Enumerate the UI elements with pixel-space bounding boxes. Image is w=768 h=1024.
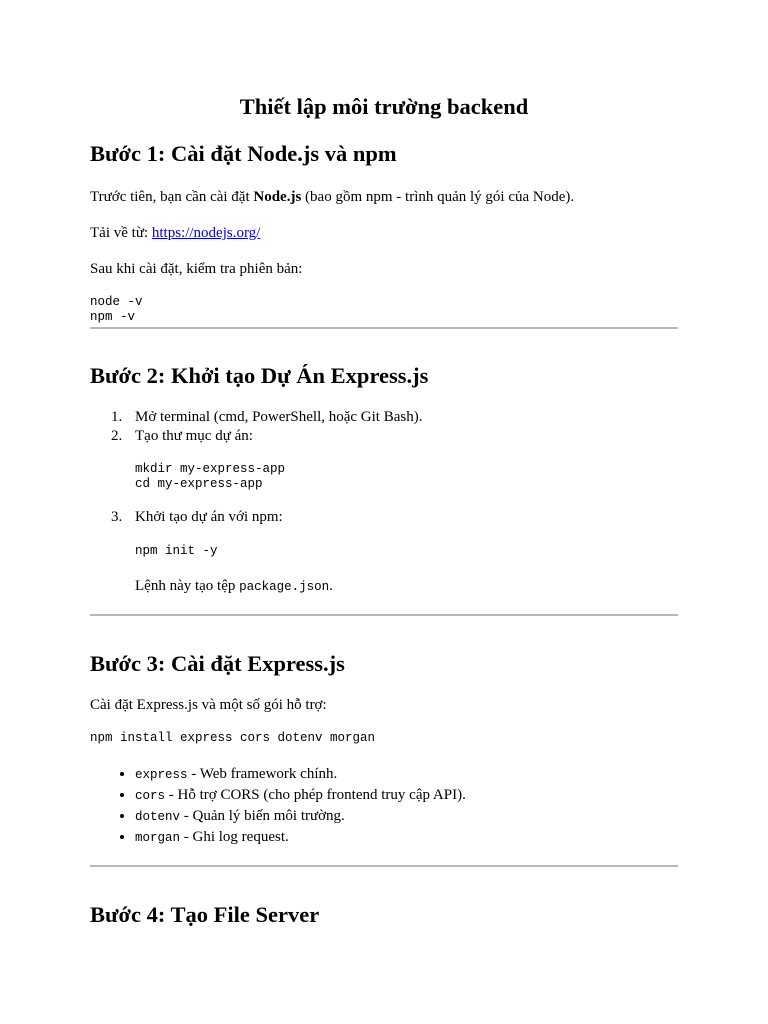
page-title: Thiết lập môi trường backend	[239, 94, 529, 119]
package-json-code: package.json	[239, 580, 330, 594]
step1-intro-after: (bao gồm npm - trình quản lý gói của Node).	[301, 189, 575, 205]
mkdir-code-block: mkdir my-express-app cd my-express-app	[135, 462, 286, 491]
list-item	[111, 508, 678, 597]
step1-intro-before: Trước tiên, bạn cần cài đặt	[90, 189, 254, 205]
note-period: .	[329, 578, 333, 594]
list-item-text: Khởi tạo dự án với npm:	[135, 509, 283, 525]
step3-intro: Cài đặt Express.js và một số gói hỗ trợ:	[90, 697, 327, 713]
package-desc: - Hỗ trợ CORS (cho phép frontend truy cập API).	[165, 787, 466, 803]
list-item	[135, 806, 678, 827]
nodejs-link[interactable]: https://nodejs.org/	[151, 225, 261, 241]
package-list	[90, 764, 678, 848]
list-item-text: Mở terminal (cmd, PowerShell, hoặc Git Bash).	[135, 409, 423, 425]
divider	[90, 614, 678, 616]
divider	[90, 865, 678, 867]
version-code-block: node -v npm -v	[90, 295, 143, 324]
download-label: Tải về từ:	[90, 225, 152, 241]
list-number: 2.	[111, 428, 123, 444]
package-name: cors	[135, 789, 166, 803]
list-item	[135, 764, 678, 785]
list-item	[135, 785, 678, 806]
step2-heading: Bước 2: Khởi tạo Dự Án Express.js	[90, 363, 429, 388]
list-item	[111, 427, 678, 492]
package-json-note	[135, 576, 678, 597]
package-name: dotenv	[135, 810, 181, 824]
note-text: Lệnh này tạo tệp	[135, 578, 240, 594]
package-desc: - Quản lý biến môi trường.	[180, 808, 345, 824]
divider	[90, 327, 678, 329]
npm-install-code-block: npm install express cors dotenv morgan	[90, 731, 376, 745]
package-name: express	[135, 768, 188, 782]
list-number: 1.	[111, 409, 123, 425]
step1-heading: Bước 1: Cài đặt Node.js và npm	[90, 141, 397, 166]
check-version-text: Sau khi cài đặt, kiểm tra phiên bản:	[90, 261, 303, 277]
step4-heading: Bước 4: Tạo File Server	[90, 902, 320, 927]
package-name: morgan	[135, 831, 181, 845]
package-desc: - Web framework chính.	[187, 766, 338, 782]
npm-init-code-block: npm init -y	[135, 544, 218, 558]
document-body	[90, 92, 678, 930]
step3-heading: Bước 3: Cài đặt Express.js	[90, 651, 345, 676]
nodejs-bold: Node.js	[253, 189, 302, 205]
package-desc: - Ghi log request.	[180, 829, 289, 845]
list-item	[111, 408, 678, 427]
step2-list	[90, 408, 678, 597]
download-line	[90, 223, 678, 243]
step1-intro	[90, 187, 678, 207]
list-item	[135, 827, 678, 848]
list-item-text: Tạo thư mục dự án:	[135, 428, 253, 444]
list-number: 3.	[111, 509, 123, 525]
